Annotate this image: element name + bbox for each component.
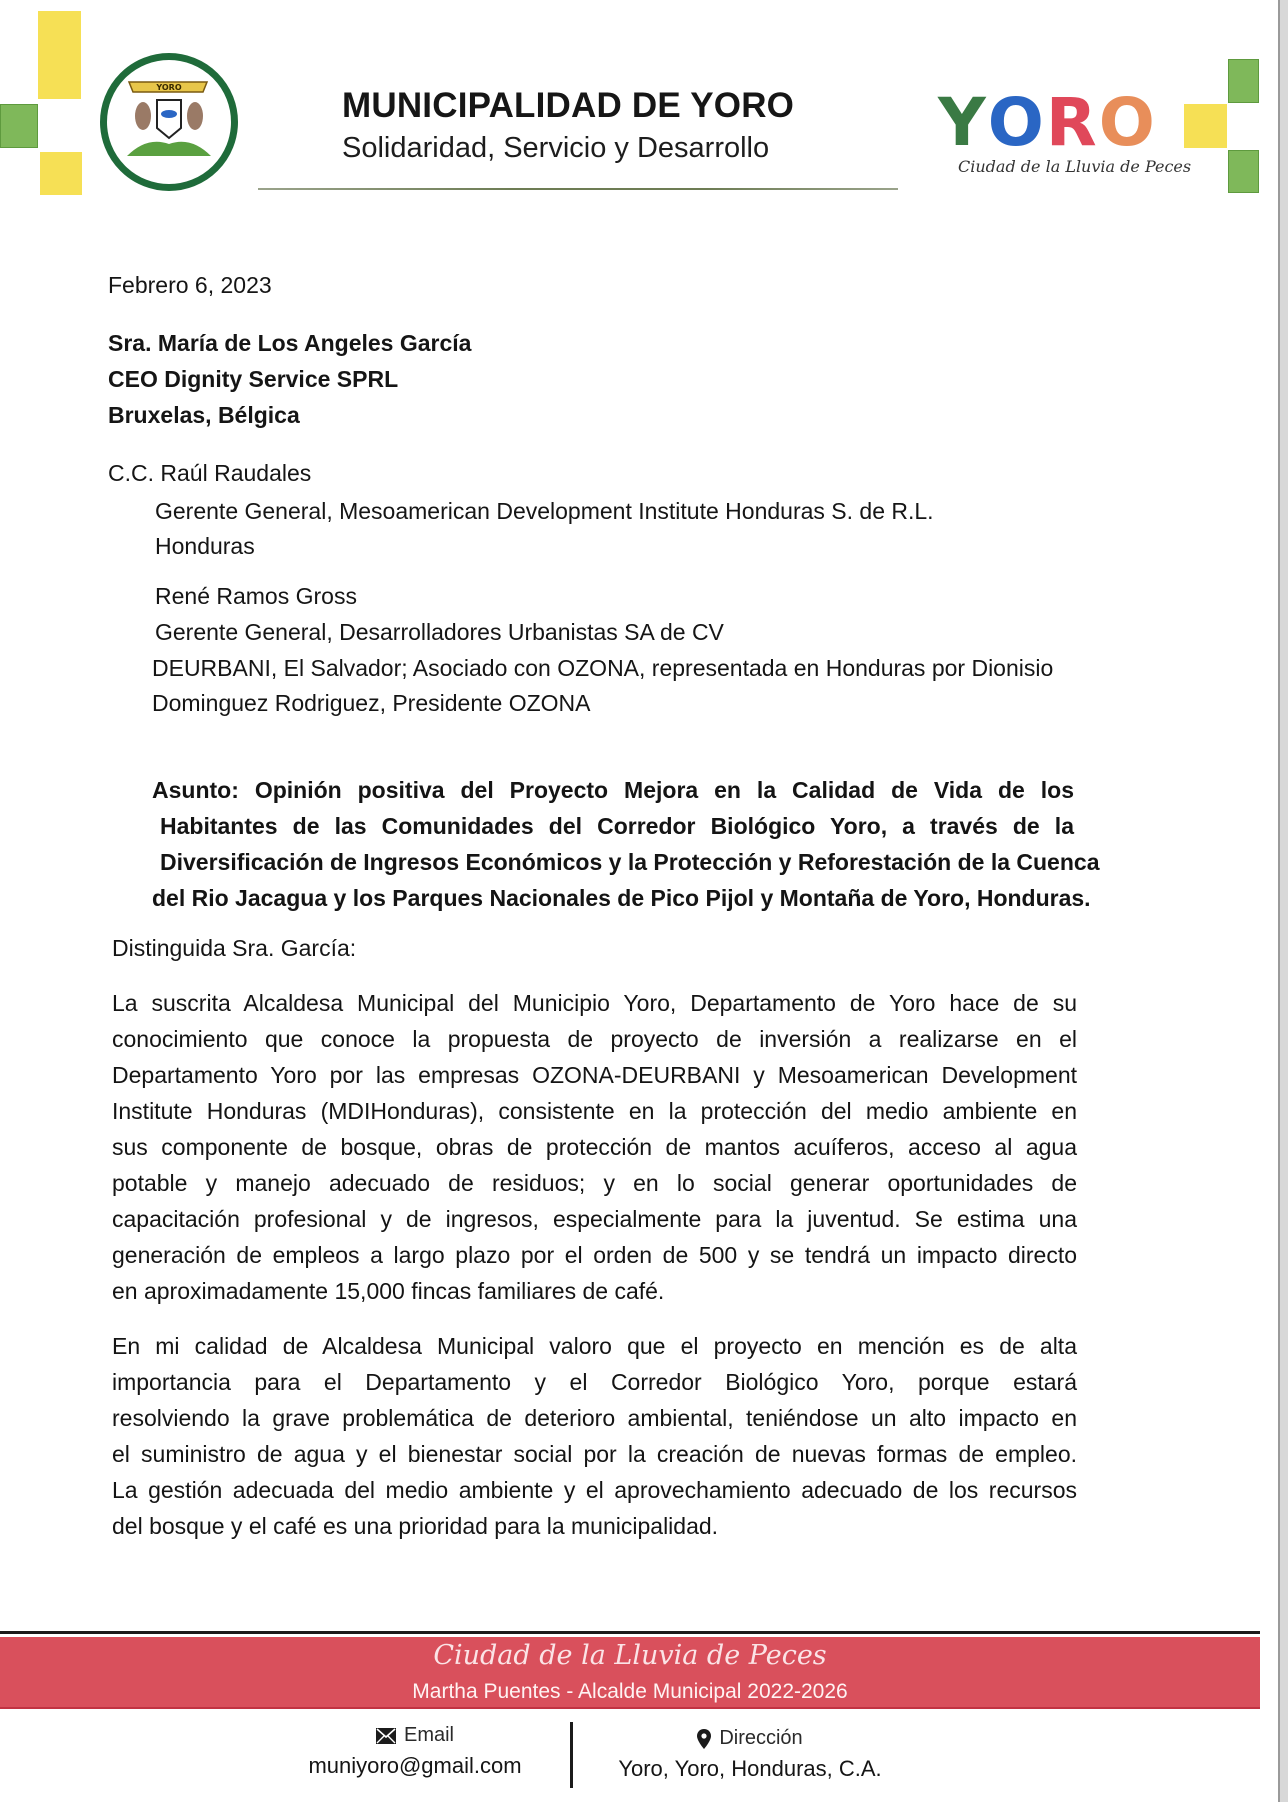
decor-square-yellow-bottom xyxy=(40,152,82,195)
yoro-logo xyxy=(938,84,1157,161)
organization-motto: Solidaridad, Servicio y Desarrollo xyxy=(342,132,770,164)
paragraph-line: En mi calidad de Alcaldesa Municipal valoro que el proyecto en mención es de alta xyxy=(112,1333,1077,1359)
cc-2-line: DEURBANI, El Salvador; Asociado con OZONA, representada en Honduras por Dionisio xyxy=(152,655,1054,681)
paragraph-line: La suscrita Alcaldesa Municipal del Municipio Yoro, Departamento de Yoro hace de su xyxy=(112,990,1077,1016)
paragraph-line: potable y manejo adecuado de residuos; y en lo social generar oportunidades de xyxy=(112,1170,1077,1196)
footer-tagline: Ciudad de la Lluvia de Peces xyxy=(433,1640,827,1671)
logo-letter-r: R xyxy=(1045,84,1099,161)
footer-address-block xyxy=(600,1727,900,1782)
email-link[interactable]: muniyoro@gmail.com xyxy=(308,1753,522,1778)
logo-tagline: Ciudad de la Lluvia de Peces xyxy=(958,157,1192,176)
paragraph-line: resolviendo la grave problemática de deterioro ambiental, teniéndose un alto impacto en xyxy=(112,1405,1077,1431)
paragraph-line: el suministro de agua y el bienestar social por la creación de nuevas formas de empleo. xyxy=(112,1441,1077,1467)
decor-square-yellow-top xyxy=(38,11,81,99)
address-value: Yoro, Yoro, Honduras, C.A. xyxy=(618,1756,882,1781)
cc-line: C.C. Raúl Raudales xyxy=(108,460,312,486)
paragraph-line: La gestión adecuada del medio ambiente y el aprovechamiento adecuado de los recursos xyxy=(112,1477,1077,1503)
recipient-name: Sra. María de Los Angeles García xyxy=(108,330,472,356)
address-label: Dirección xyxy=(719,1727,803,1749)
footer-rule xyxy=(0,1631,1260,1634)
cc-2-name: René Ramos Gross xyxy=(155,583,357,609)
header-divider xyxy=(258,188,898,190)
paragraph-line: importancia para el Departamento y el Corredor Biológico Yoro, porque estará xyxy=(112,1369,1077,1395)
cc-2-line: Gerente General, Desarrolladores Urbanistas SA de CV xyxy=(155,619,724,645)
footer-divider xyxy=(570,1722,573,1788)
coat-of-arms-icon xyxy=(107,60,231,184)
cc-2-line: Dominguez Rodriguez, Presidente OZONA xyxy=(152,690,591,716)
decor-square-green xyxy=(0,104,38,148)
paragraph-line: generación de empleos a largo plazo por el orden de 500 y se tendrá un impacto directo xyxy=(112,1242,1077,1268)
footer-mayor-line: Martha Puentes - Alcalde Municipal 2022-2026 xyxy=(412,1680,848,1703)
cc-1-line: Honduras xyxy=(155,533,255,559)
subject-line: Habitantes de las Comunidades del Corredor Biológico Yoro, a través de la xyxy=(160,813,1074,839)
subject-line: del Rio Jacagua y los Parques Nacionales de Pico Pijol y Montaña de Yoro, Honduras. xyxy=(152,885,1091,911)
cc-1-line: Gerente General, Mesoamerican Development Institute Honduras S. de R.L. xyxy=(155,498,934,524)
decor-square-green-bottom xyxy=(1228,150,1259,193)
envelope-icon xyxy=(376,1728,396,1744)
recipient-title: CEO Dignity Service SPRL xyxy=(108,366,399,392)
paragraph-line: en aproximadamente 15,000 fincas familiares de café. xyxy=(112,1278,665,1304)
svg-text:YORO: YORO xyxy=(156,83,182,92)
footer-email-block xyxy=(270,1724,560,1779)
decor-square-yellow xyxy=(1184,104,1227,148)
paragraph-line: Departamento Yoro por las empresas OZONA-DEURBANI y Mesoamerican Development xyxy=(112,1062,1077,1088)
subject-line: Asunto: Opinión positiva del Proyecto Mejora en la Calidad de Vida de los xyxy=(152,777,1074,803)
paragraph-line: capacitación profesional y de ingresos, especialmente para la juventud. Se estima una xyxy=(112,1206,1077,1232)
email-label: Email xyxy=(403,1724,454,1746)
logo-letter-o: O xyxy=(987,84,1046,161)
paragraph-line: conocimiento que conoce la propuesta de proyecto de inversión a realizarse en el xyxy=(112,1026,1077,1052)
decor-square-green-top xyxy=(1228,59,1259,103)
paragraph-line: sus componente de bosque, obras de protección de mantos acuíferos, acceso al agua xyxy=(112,1134,1077,1160)
paragraph-line: del bosque y el café es una prioridad para la municipalidad. xyxy=(112,1513,719,1539)
logo-letter-o-fish: O xyxy=(1098,84,1157,161)
logo-letter-y: Y xyxy=(938,84,988,161)
subject-line: Diversificación de Ingresos Económicos y la Protección y Reforestación de la Cuenca xyxy=(160,849,1100,875)
municipal-seal xyxy=(100,53,238,191)
recipient-location: Bruxelas, Bélgica xyxy=(108,402,300,428)
organization-title: MUNICIPALIDAD DE YORO xyxy=(342,86,795,125)
letter-date: Febrero 6, 2023 xyxy=(108,272,272,298)
location-pin-icon xyxy=(697,1729,711,1749)
paragraph-line: Institute Honduras (MDIHonduras), consistente en la protección del medio ambiente en xyxy=(112,1098,1077,1124)
page-edge xyxy=(1278,0,1288,1802)
salutation: Distinguida Sra. García: xyxy=(112,935,357,961)
